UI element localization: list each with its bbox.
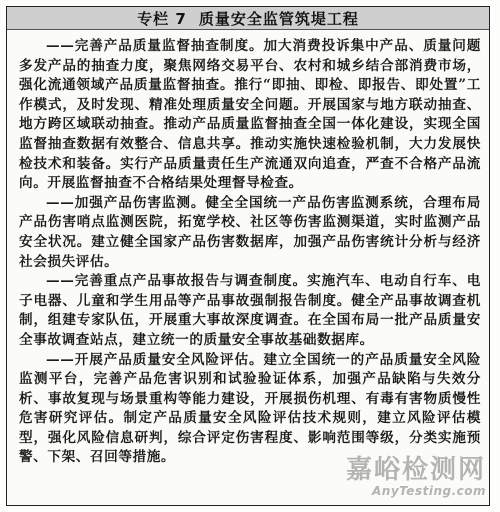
paragraph-risk-assessment: ——开展产品质量安全风险评估。建立全国统一的产品质量安全风险监测平台，完善产品危害识别和试验验证体系，加强产品缺陷与失效分析、事故复现与场景重构等能力建设，开展损伤机理、有毒有害物质慢性危害研究评估。制定产品质量安全风险评估技术规则，建立风险评估模型，强化风险信息研判，综合评定伤害程度、影响范围等级，分类实施预警、下架、召回等措施。	[19, 351, 481, 466]
column-title: 质量安全监管筑堤工程	[198, 9, 359, 28]
column-title-bar	[7, 7, 489, 30]
paragraph-accident-reporting: ——完善重点产品事故报告与调查制度。实施汽车、电动自行车、电子电器、儿童和学生用品等产品事故强制报告制度。健全产品事故调查机制，组建专家队伍，开展重大事故深度调查。在全国布局一批产品质量安全事故调查站点，建立统一的质量安全事故基础数据库。	[19, 273, 481, 348]
paragraph-injury-monitoring: ——加强产品伤害监测。健全全国统一产品伤害监测系统，合理布局产品伤害哨点监测医院，拓宽学校、社区等伤害监测渠道，实时监测产品安全状况。建立健全国家产品伤害数据库，加强产品伤害统计分析与经济社会损失评估。	[19, 194, 481, 270]
column-number: 专栏 7	[137, 9, 187, 28]
column-content	[19, 37, 481, 468]
paragraph-supervision-spot-check: ——完善产品质量监督抽查制度。加大消费投诉集中产品、质量问题多发产品的抽查力度，聚焦网络交易平台、农村和城乡结合部消费市场，强化流通领域产品质量监督抽查。推行“即抽、即检、即报告、即处置”工作模式，及时发现、精准处理质量安全问题。开展国家与地方联动抽查、地方跨区域联动抽查。推动产品质量监督抽查全国一体化建设，实现全国监督抽查数据有效整合、信息共享。推动实施快速检验机制，大力发展快检技术和装备。实行产品质量责任生产流通双向追查，严查不合格产品流向。开展监督抽查不合格结果处理督导检查。	[19, 38, 481, 192]
watermark-en: AnyTesting.com	[372, 484, 486, 498]
watermark-cn: 嘉峪检测网	[345, 455, 486, 485]
column-box	[6, 6, 490, 506]
